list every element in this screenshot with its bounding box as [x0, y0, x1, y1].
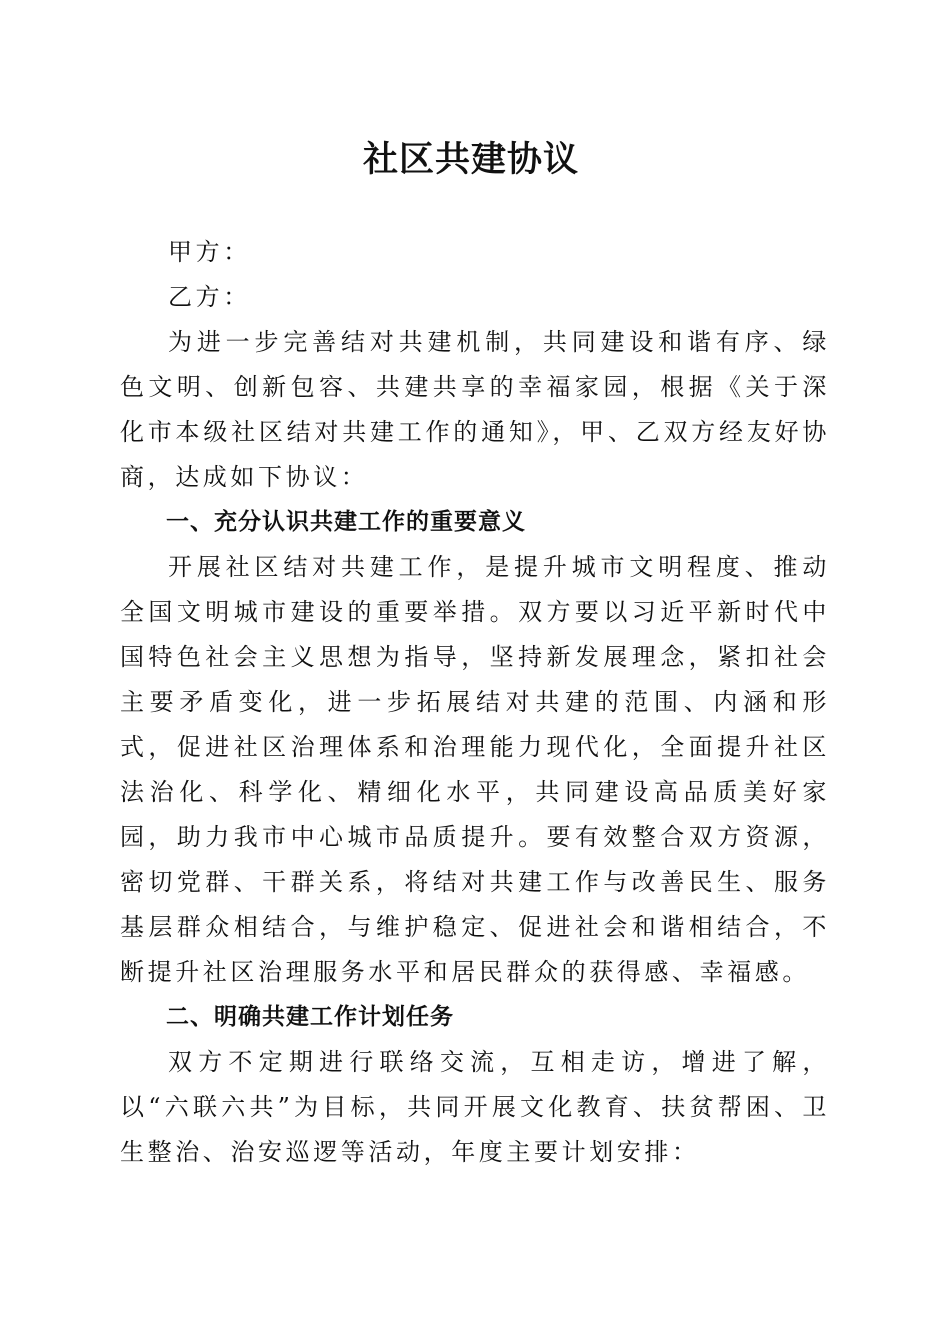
- document-body: [120, 230, 830, 1175]
- section-2-heading: 二、明确共建工作计划任务: [166, 1004, 454, 1030]
- section-1-heading: 一、充分认识共建工作的重要意义: [166, 509, 526, 535]
- section-2-paragraph: 双方不定期进行联络交流，互相走访，增进了解，以“六联六共”为目标，共同开展文化教育、扶贫帮困、卫生整治、治安巡逻等活动，年度主要计划安排：: [120, 1048, 830, 1166]
- party-b-line: 乙方：: [168, 283, 251, 311]
- section-1-paragraph: 开展社区结对共建工作，是提升城市文明程度、推动全国文明城市建设的重要举措。双方要以习近平新时代中国特色社会主义思想为指导，坚持新发展理念，紧扣社会主要矛盾变化，进一步拓展结对共建的范围、内涵和形式，促进社区治理体系和治理能力现代化，全面提升社区法治化、科学化、精细化水平，共同建设高品质美好家园，助力我市中心城市品质提升。要有效整合双方资源，密切党群、干群关系，将结对共建工作与改善民生、服务基层群众相结合，与维护稳定、促进社会和谐相结合，不断提升社区治理服务水平和居民群众的获得感、幸福感。: [120, 553, 830, 986]
- intro-paragraph: 为进一步完善结对共建机制，共同建设和谐有序、绿色文明、创新包容、共建共享的幸福家园，根据《关于深化市本级社区结对共建工作的通知》，甲、乙双方经友好协商，达成如下协议：: [120, 328, 830, 491]
- document-title: 社区共建协议: [362, 139, 579, 180]
- party-a-line: 甲方：: [168, 238, 251, 266]
